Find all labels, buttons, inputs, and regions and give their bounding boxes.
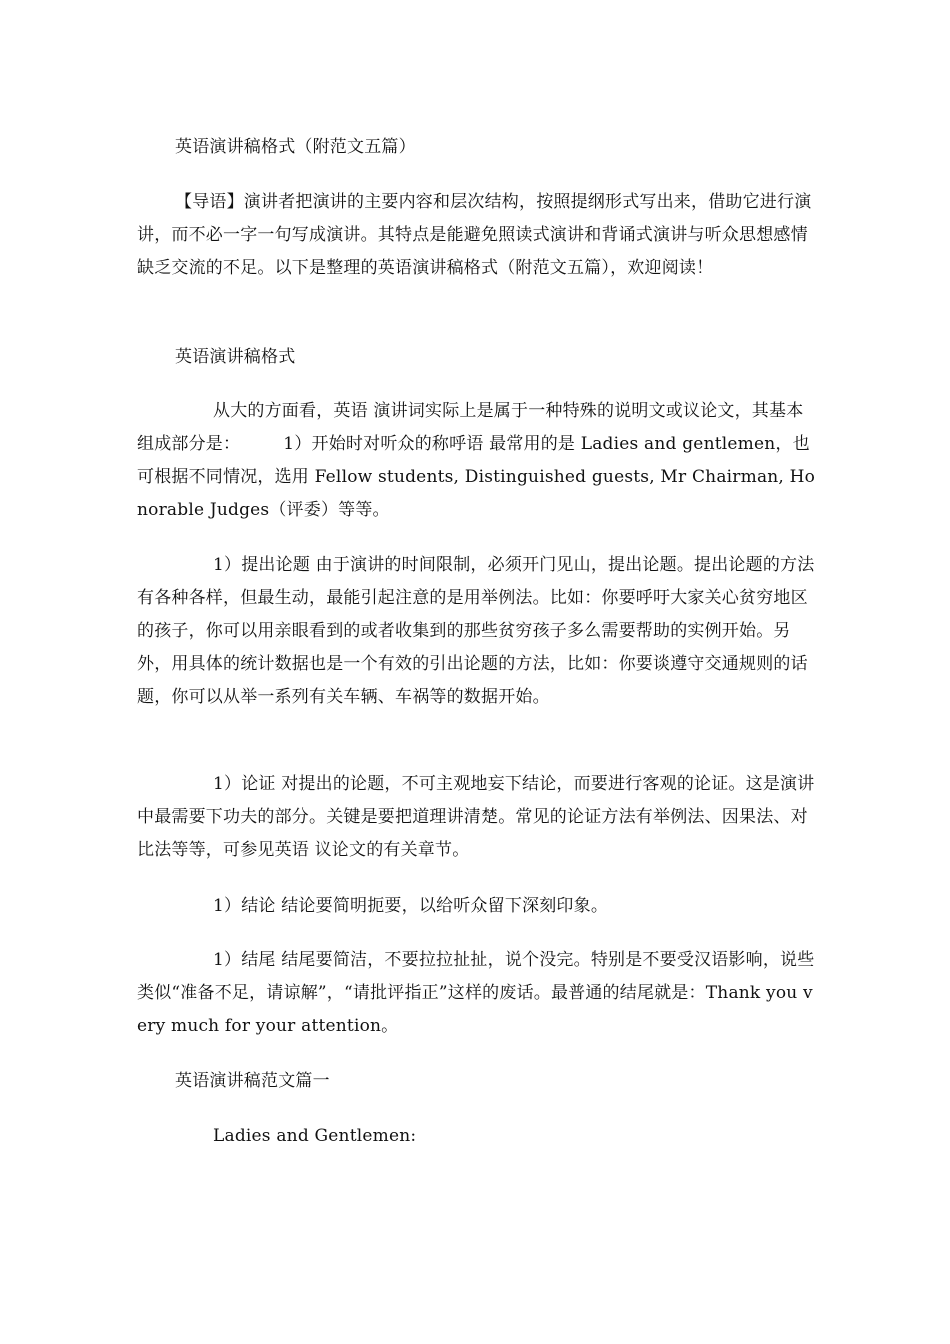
intro-paragraph: 【导语】演讲者把演讲的主要内容和层次结构，按照提纲形式写出来，借助它进行演讲，而不必一字一句写成演讲。其特点是能避免照读式演讲和背诵式演讲与听众思想感情缺乏交流的不足。以下是整理的英语演讲稿格式（附范文五篇），欢迎阅读！: [137, 192, 812, 278]
section-heading-sample-one: 英语演讲稿范文篇一: [175, 1071, 330, 1091]
document-title: 英语演讲稿格式（附范文五篇）: [175, 137, 416, 157]
paragraph-argument: 1）论证 对提出的论题，不可主观地妄下结论，而要进行客观的论证。这是演讲中最需要下功夫的部分。关键是要把道理讲清楚。常见的论证方法有举例法、因果法、对比法等等，可参见英语 议论文的有关章节。: [137, 774, 815, 860]
paragraph-conclusion: 1）结论 结论要简明扼要，以给听众留下深刻印象。: [213, 896, 609, 916]
salutation-line: Ladies and Gentlemen:: [213, 1126, 417, 1146]
section-heading-format: 英语演讲稿格式: [175, 347, 296, 367]
paragraph-overview: 从大的方面看，英语 演讲词实际上是属于一种特殊的说明文或议论文，其基本组成部分是： 1）开始时对听众的称呼语 最常用的是 Ladies and gentlemen，也可根据不同情况，选用 Fellow students, Distinguished guests, Mr Chairman, Honorable Judges（评委）等等。: [137, 401, 816, 520]
paragraph-ending: 1）结尾 结尾要简洁，不要拉拉扯扯，说个没完。特别是不要受汉语影响，说些类似“准备不足，请谅解”，“请批评指正”这样的废话。最普通的结尾就是：Thank you very much for your attention。: [137, 950, 815, 1036]
paragraph-thesis: 1）提出论题 由于演讲的时间限制，必须开门见山，提出论题。提出论题的方法有各种各样，但最生动，最能引起注意的是用举例法。比如：你要呼吁大家关心贫穷地区的孩子，你可以用亲眼看到的或者收集到的那些贫穷孩子多么需要帮助的实例开始。另外，用具体的统计数据也是一个有效的引出论题的方法，比如：你要谈遵守交通规则的话题，你可以从举一系列有关车辆、车祸等的数据开始。: [137, 555, 815, 707]
